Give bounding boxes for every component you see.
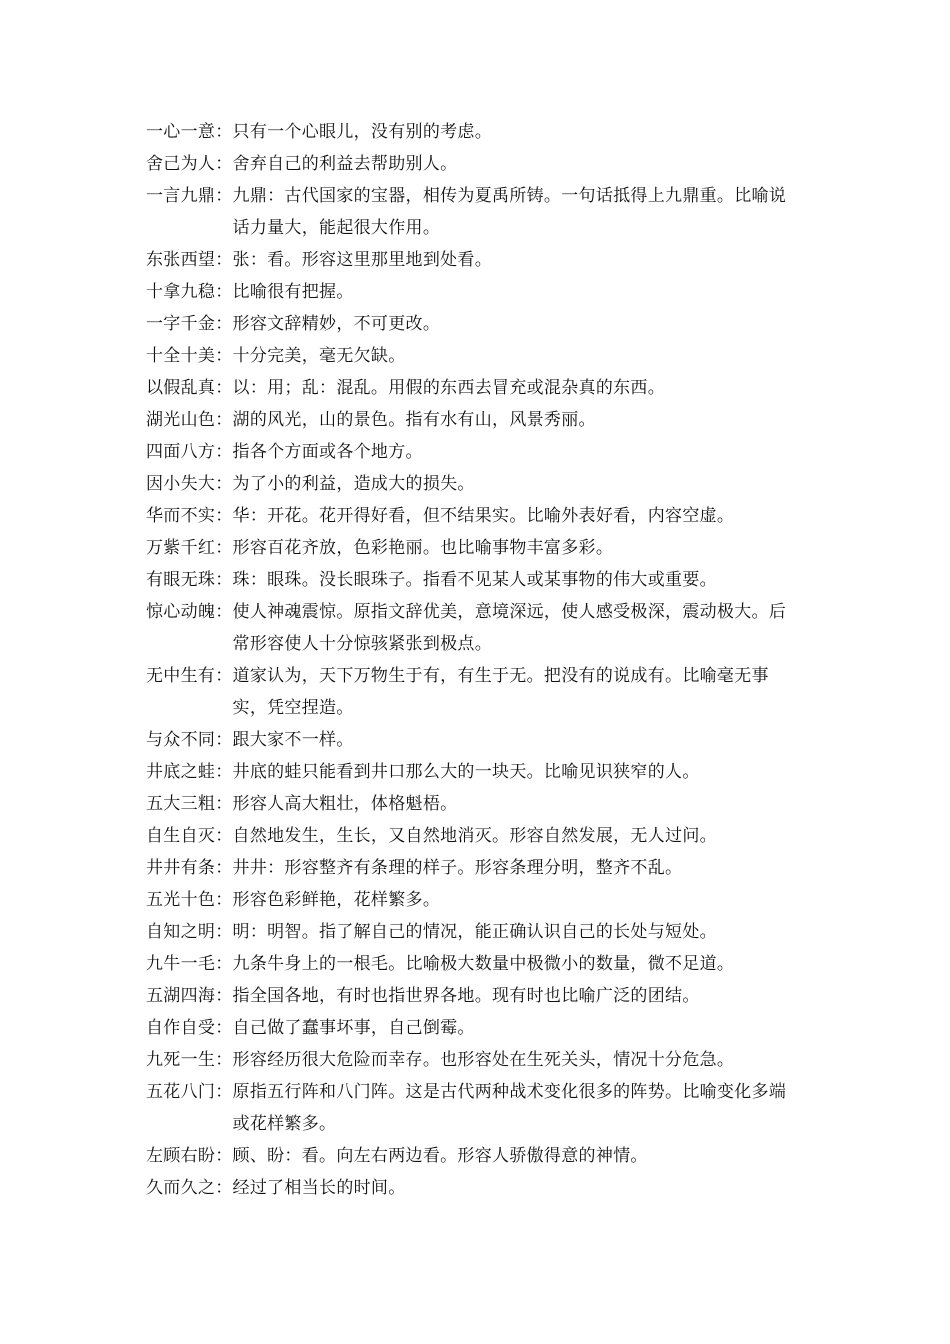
idiom-term: 因小失大 — [146, 474, 216, 494]
idiom-definition: 道家认为，天下万物生于有，有生于无。把没有的说成有。比喻毫无事实，凭空捏造。 — [232, 666, 769, 718]
idiom-entry — [146, 1140, 826, 1172]
idiom-entry — [146, 276, 826, 308]
idiom-definition: 跟大家不一样。 — [232, 730, 354, 750]
idiom-definition: 张：看。形容这里那里地到处看。 — [232, 250, 493, 270]
idiom-term: 九死一生 — [146, 1050, 216, 1070]
separator: ： — [215, 506, 233, 526]
idiom-term: 九牛一毛 — [146, 954, 216, 974]
separator: ： — [215, 186, 233, 206]
idiom-definition: 只有一个心眼儿，没有别的考虑。 — [232, 122, 493, 142]
idiom-entry — [146, 468, 826, 500]
idiom-term: 湖光山色 — [146, 410, 216, 430]
idiom-term: 井底之蛙 — [146, 762, 216, 782]
idiom-definition: 井底的蛙只能看到井口那么大的一块天。比喻见识狭窄的人。 — [232, 762, 700, 782]
idiom-definition: 比喻很有把握。 — [232, 282, 354, 302]
idiom-entry — [146, 1012, 826, 1044]
idiom-entry — [146, 1076, 826, 1140]
idiom-entry — [146, 660, 826, 724]
idiom-term: 万紫千红 — [146, 538, 216, 558]
idiom-term: 五花八门 — [146, 1082, 216, 1102]
idiom-definition: 九条牛身上的一根毛。比喻极大数量中极微小的数量，微不足道。 — [232, 954, 735, 974]
idiom-term: 一言九鼎 — [146, 186, 216, 206]
separator: ： — [215, 666, 233, 686]
idiom-definition: 自然地发生，生长，又自然地消灭。形容自然发展，无人过问。 — [232, 826, 717, 846]
idiom-entry — [146, 724, 826, 756]
idiom-definition: 舍弃自己的利益去帮助别人。 — [232, 154, 458, 174]
idiom-definition: 十分完美，毫无欠缺。 — [232, 346, 406, 366]
idiom-entry — [146, 500, 826, 532]
idiom-definition: 明：明智。指了解自己的情况，能正确认识自己的长处与短处。 — [232, 922, 717, 942]
idiom-term: 久而久之 — [146, 1178, 216, 1198]
idiom-term: 无中生有 — [146, 666, 216, 686]
idiom-definition: 以：用；乱：混乱。用假的东西去冒充或混杂真的东西。 — [232, 378, 666, 398]
idiom-entry — [146, 916, 826, 948]
idiom-entry — [146, 884, 826, 916]
idiom-entry — [146, 756, 826, 788]
idiom-entry — [146, 1172, 826, 1204]
idiom-definition: 湖的风光，山的景色。指有水有山，风景秀丽。 — [232, 410, 596, 430]
separator: ： — [215, 570, 233, 590]
separator: ： — [215, 154, 233, 174]
idiom-term: 左顾右盼 — [146, 1146, 216, 1166]
idiom-entry — [146, 852, 826, 884]
idiom-term: 四面八方 — [146, 442, 216, 462]
idiom-definition: 九鼎：古代国家的宝器，相传为夏禹所铸。一句话抵得上九鼎重。比喻说话力量大，能起很大作用。 — [232, 186, 787, 238]
separator: ： — [215, 762, 233, 782]
idiom-definition: 使人神魂震惊。原指文辞优美，意境深远，使人感受极深，震动极大。后常形容使人十分惊骇紧张到极点。 — [232, 602, 787, 654]
idiom-entry — [146, 436, 826, 468]
idiom-entry — [146, 340, 826, 372]
separator: ： — [215, 826, 233, 846]
idiom-term: 以假乱真 — [146, 378, 216, 398]
idiom-term: 有眼无珠 — [146, 570, 216, 590]
separator: ： — [215, 858, 233, 878]
separator: ： — [215, 282, 233, 302]
separator: ： — [215, 122, 233, 142]
idiom-entry — [146, 372, 826, 404]
idiom-definition: 顾、盼：看。向左右两边看。形容人骄傲得意的神情。 — [232, 1146, 648, 1166]
separator: ： — [215, 986, 233, 1006]
idiom-entry — [146, 820, 826, 852]
separator: ： — [215, 1146, 233, 1166]
idiom-definition: 原指五行阵和八门阵。这是古代两种战术变化很多的阵势。比喻变化多端或花样繁多。 — [232, 1082, 787, 1134]
idiom-entry — [146, 116, 826, 148]
idiom-term: 五大三粗 — [146, 794, 216, 814]
idiom-entry — [146, 148, 826, 180]
idiom-term: 一心一意 — [146, 122, 216, 142]
separator: ： — [215, 1050, 233, 1070]
separator: ： — [215, 442, 233, 462]
idiom-definition: 形容百花齐放，色彩艳丽。也比喻事物丰富多彩。 — [232, 538, 614, 558]
idiom-term: 与众不同 — [146, 730, 216, 750]
separator: ： — [215, 954, 233, 974]
separator: ： — [215, 890, 233, 910]
idiom-entry — [146, 564, 826, 596]
idiom-entry — [146, 1044, 826, 1076]
idiom-entry — [146, 244, 826, 276]
idiom-entry — [146, 180, 826, 244]
idiom-entry — [146, 404, 826, 436]
separator: ： — [215, 346, 233, 366]
idiom-entry — [146, 788, 826, 820]
separator: ： — [215, 602, 233, 622]
separator: ： — [215, 538, 233, 558]
separator: ： — [215, 250, 233, 270]
idiom-definition: 形容色彩鲜艳，花样繁多。 — [232, 890, 441, 910]
idiom-term: 五湖四海 — [146, 986, 216, 1006]
idiom-definition: 华：开花。花开得好看，但不结果实。比喻外表好看，内容空虚。 — [232, 506, 735, 526]
idiom-definition: 指全国各地，有时也指世界各地。现有时也比喻广泛的团结。 — [232, 986, 700, 1006]
idiom-definition: 经过了相当长的时间。 — [232, 1178, 406, 1198]
idiom-definition: 形容经历很大危险而幸存。也形容处在生死关头，情况十分危急。 — [232, 1050, 735, 1070]
idiom-definition: 井井：形容整齐有条理的样子。形容条理分明，整齐不乱。 — [232, 858, 683, 878]
idiom-entry — [146, 596, 826, 660]
idiom-term: 东张西望 — [146, 250, 216, 270]
separator: ： — [215, 474, 233, 494]
idiom-definition: 指各个方面或各个地方。 — [232, 442, 423, 462]
idiom-term: 自作自受 — [146, 1018, 216, 1038]
idiom-term: 十拿九稳 — [146, 282, 216, 302]
idiom-entry — [146, 532, 826, 564]
idiom-term: 华而不实 — [146, 506, 216, 526]
idiom-list — [146, 116, 826, 1204]
idiom-entry — [146, 308, 826, 340]
idiom-term: 五光十色 — [146, 890, 216, 910]
idiom-definition: 形容人高大粗壮，体格魁梧。 — [232, 794, 458, 814]
separator: ： — [215, 922, 233, 942]
idiom-definition: 珠：眼珠。没长眼珠子。指看不见某人或某事物的伟大或重要。 — [232, 570, 717, 590]
separator: ： — [215, 378, 233, 398]
separator: ： — [215, 1082, 233, 1102]
idiom-term: 自知之明 — [146, 922, 216, 942]
idiom-entry — [146, 948, 826, 980]
idiom-term: 舍己为人 — [146, 154, 216, 174]
idiom-term: 一字千金 — [146, 314, 216, 334]
idiom-term: 井井有条 — [146, 858, 216, 878]
idiom-definition: 形容文辞精妙，不可更改。 — [232, 314, 441, 334]
idiom-term: 十全十美 — [146, 346, 216, 366]
idiom-entry — [146, 980, 826, 1012]
idiom-term: 自生自灭 — [146, 826, 216, 846]
idiom-definition: 自己做了蠢事坏事，自己倒霉。 — [232, 1018, 475, 1038]
separator: ： — [215, 314, 233, 334]
idiom-definition: 为了小的利益，造成大的损失。 — [232, 474, 475, 494]
separator: ： — [215, 1178, 233, 1198]
separator: ： — [215, 1018, 233, 1038]
separator: ： — [215, 730, 233, 750]
separator: ： — [215, 410, 233, 430]
idiom-term: 惊心动魄 — [146, 602, 216, 622]
separator: ： — [215, 794, 233, 814]
